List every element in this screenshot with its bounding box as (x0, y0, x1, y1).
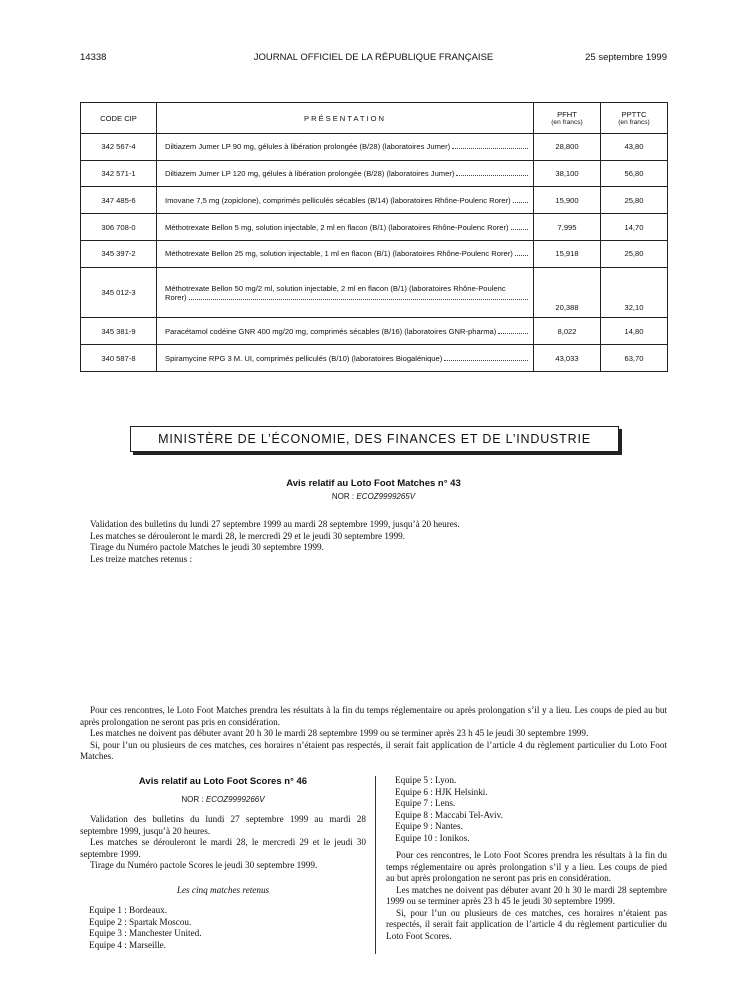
column-divider (375, 776, 376, 954)
cell-ppttc: 14,80 (601, 318, 668, 345)
paragraph: Pour ces rencontres, le Loto Foot Scores prendra les résultats à la fin du temps réglementaire ou après prolongation s’il y a lieu. Les coups de pied au but après prolongation ne seront pas pris en considération. (386, 850, 667, 883)
list-item: Equipe 8 : Maccabi Tel-Aviv. (395, 809, 503, 820)
presentation-text: Méthotrexate Bellon 25 mg, solution injectable, 1 ml en flacon (B/1) (laboratoires Rhône-Poulenc Rorer) (165, 249, 513, 259)
cell-cip: 306 708-0 (81, 214, 157, 241)
dot-leader (456, 175, 528, 176)
table-row (81, 318, 668, 345)
presentation-text: Imovane 7,5 mg (zopiclone), comprimés pelliculés sécables (B/14) (laboratoires Rhône-Poulenc Rorer) (165, 195, 511, 205)
list-item: Equipe 10 : Ionikos. (395, 832, 470, 843)
cell-presentation (157, 214, 534, 241)
paragraph: Tirage du Numéro pactole Scores le jeudi 30 septembre 1999. (90, 860, 318, 870)
running-header (80, 52, 667, 66)
table-row (81, 187, 668, 214)
pfht-unit: (en francs) (551, 119, 583, 126)
list-item: Equipe 1 : Bordeaux. (89, 905, 168, 915)
table-row (81, 240, 668, 267)
teams-list-right (386, 775, 667, 844)
matches-intro (80, 519, 667, 565)
paragraph: Si, pour l’un ou plusieurs de ces matches, ces horaires n’étaient pas respectés, il serait fait application de l’article 4 du règlement particulier du Loto Foot Matches. (80, 739, 667, 761)
cell-cip: 345 397-2 (81, 240, 157, 267)
ministry-heading: MINISTÈRE DE L’ÉCONOMIE, DES FINANCES ET DE L’INDUSTRIE (130, 426, 619, 452)
cell-presentation (157, 187, 534, 214)
paragraph: Si, pour l’un ou plusieurs de ces matches, ces horaires n’étaient pas respectés, il serait fait application de l’article 4 du règlement particulier du Loto Foot Scores. (386, 907, 667, 941)
paragraph: Validation des bulletins du lundi 27 septembre 1999 au mardi 28 septembre 1999, jusqu’à 20 heures. (80, 814, 366, 836)
pfht-label: PFHT (557, 110, 577, 119)
cell-cip: 345 381-9 (81, 318, 157, 345)
cell-pfht: 15,900 (534, 187, 601, 214)
scores-nor (80, 795, 366, 804)
cell-pfht: 28,800 (534, 134, 601, 161)
ppttc-label: PPTTC (621, 110, 647, 119)
cell-ppttc: 14,70 (601, 214, 668, 241)
list-item: Equipe 6 : HJK Helsinki. (395, 786, 488, 797)
cell-ppttc: 43,80 (601, 134, 668, 161)
presentation-text-line2: Rorer) (165, 292, 187, 302)
presentation-text-line1: Méthotrexate Bellon 50 mg/2 ml, solution injectable, 2 ml en flacon (B/1) (laboratoires Rhône-Poulenc (165, 283, 506, 293)
col-header-code-cip: CODE CIP (81, 103, 157, 134)
scores-notice-title: Avis relatif au Loto Foot Scores n° 46 (138, 776, 308, 787)
paragraph: Les matches se dérouleront le mardi 28, le mercredi 29 et le jeudi 30 septembre 1999. (90, 530, 406, 541)
nor-label: NOR : (181, 795, 204, 804)
list-item: Equipe 2 : Spartak Moscou. (89, 916, 192, 927)
cell-pfht: 15,918 (534, 240, 601, 267)
presentation-text: Diltiazem Jumer LP 120 mg, gélules à libération prolongée (B/28) (laboratoires Jumer) (165, 169, 455, 179)
paragraph: Tirage du Numéro pactole Matches le jeudi 30 septembre 1999. (90, 542, 324, 552)
cell-presentation (157, 160, 534, 187)
ppttc-unit: (en francs) (618, 119, 650, 126)
col-header-pfht (534, 103, 601, 134)
scores-conditions (386, 850, 667, 942)
cell-pfht: 20,388 (534, 267, 601, 318)
paragraph: Les matches ne doivent pas débuter avant 20 h 30 le mardi 28 septembre 1999 ou se terminer après 23 h 45 le jeudi 30 septembre 1999. (90, 728, 589, 738)
cell-ppttc: 25,80 (601, 240, 668, 267)
teams-list-left (80, 905, 366, 951)
cell-cip: 345 012-3 (81, 267, 157, 318)
presentation-text: Méthotrexate Bellon 5 mg, solution injectable, 2 ml en flacon (B/1) (laboratoires Rhône-Poulenc Rorer) (165, 222, 509, 232)
cell-cip: 342 571-1 (81, 160, 157, 187)
cell-presentation (157, 318, 534, 345)
list-item: Equipe 5 : Lyon. (395, 775, 457, 785)
cell-pfht: 43,033 (534, 345, 601, 372)
matches-notice-title: Avis relatif au Loto Foot Matches n° 43 (286, 478, 461, 489)
col-header-ppttc (601, 103, 668, 134)
dot-leader (444, 360, 528, 361)
paragraph: Pour ces rencontres, le Loto Foot Matches prendra les résultats à la fin du temps réglementaire ou après prolongation s’il y a lieu. Les coups de pied au but après prolongation ne seront pas pris en considération. (80, 705, 667, 727)
list-item: Equipe 4 : Marseille. (89, 939, 167, 950)
cell-pfht: 38,100 (534, 160, 601, 187)
dot-leader (511, 229, 528, 230)
cell-presentation (157, 267, 534, 318)
list-item: Equipe 9 : Nantes. (395, 821, 463, 831)
cell-cip: 340 587-8 (81, 345, 157, 372)
page-number: 14338 (80, 52, 107, 63)
dot-leader (452, 148, 528, 149)
journal-title: JOURNAL OFFICIEL DE LA RÉPUBLIQUE FRANÇAISE (253, 52, 494, 63)
nor-code: ECOZ9999265V (356, 492, 416, 501)
paragraph: Les treize matches retenus : (90, 553, 193, 564)
matches-conditions (80, 705, 667, 763)
cell-pfht: 8,022 (534, 318, 601, 345)
table-header-row (81, 103, 668, 134)
matches-nor (80, 492, 667, 501)
presentation-text: Diltiazem Jumer LP 90 mg, gélules à libération prolongée (B/28) (laboratoires Jumer) (165, 142, 451, 152)
table-row (81, 160, 668, 187)
dot-leader (189, 299, 528, 300)
cell-presentation (157, 345, 534, 372)
list-item: Equipe 7 : Lens. (395, 798, 456, 808)
dot-leader (498, 333, 528, 334)
table-row (81, 345, 668, 372)
cell-ppttc: 32,10 (601, 267, 668, 318)
dot-leader (515, 255, 528, 256)
cell-ppttc: 56,80 (601, 160, 668, 187)
cell-cip: 347 485-6 (81, 187, 157, 214)
table-row (81, 267, 668, 318)
presentation-text: Paracétamol codéine GNR 400 mg/20 mg, comprimés sécables (B/16) (laboratoires GNR-pharma) (165, 326, 497, 336)
dot-leader (513, 202, 528, 203)
presentation-text: Spiramycine RPG 3 M. UI, comprimés pelliculés (B/10) (laboratoires Biogalénique) (165, 353, 443, 363)
nor-code: ECOZ9999266V (205, 795, 265, 804)
scores-intro (80, 814, 366, 872)
cell-cip: 342 567-4 (81, 134, 157, 161)
cell-presentation (157, 134, 534, 161)
list-item: Equipe 3 : Manchester United. (89, 928, 202, 938)
table-row (81, 134, 668, 161)
teams-heading: Les cinq matches retenus (176, 885, 270, 895)
table-row (81, 214, 668, 241)
cell-pfht: 7,995 (534, 214, 601, 241)
cell-ppttc: 25,80 (601, 187, 668, 214)
paragraph: Validation des bulletins du lundi 27 septembre 1999 au mardi 28 septembre 1999, jusqu’à 20 heures. (90, 519, 460, 529)
cell-presentation (157, 240, 534, 267)
price-table (80, 102, 668, 372)
col-header-presentation: PRÉSENTATION (157, 103, 534, 134)
paragraph: Les matches se dérouleront le mardi 28, le mercredi 29 et le jeudi 30 septembre 1999. (80, 837, 366, 859)
paragraph: Les matches ne doivent pas débuter avant 20 h 30 le mardi 28 septembre 1999 ou se terminer après 23 h 45 le jeudi 30 septembre 1999. (386, 884, 667, 906)
issue-date: 25 septembre 1999 (585, 52, 667, 63)
nor-label: NOR : (331, 492, 355, 501)
cell-ppttc: 63,70 (601, 345, 668, 372)
